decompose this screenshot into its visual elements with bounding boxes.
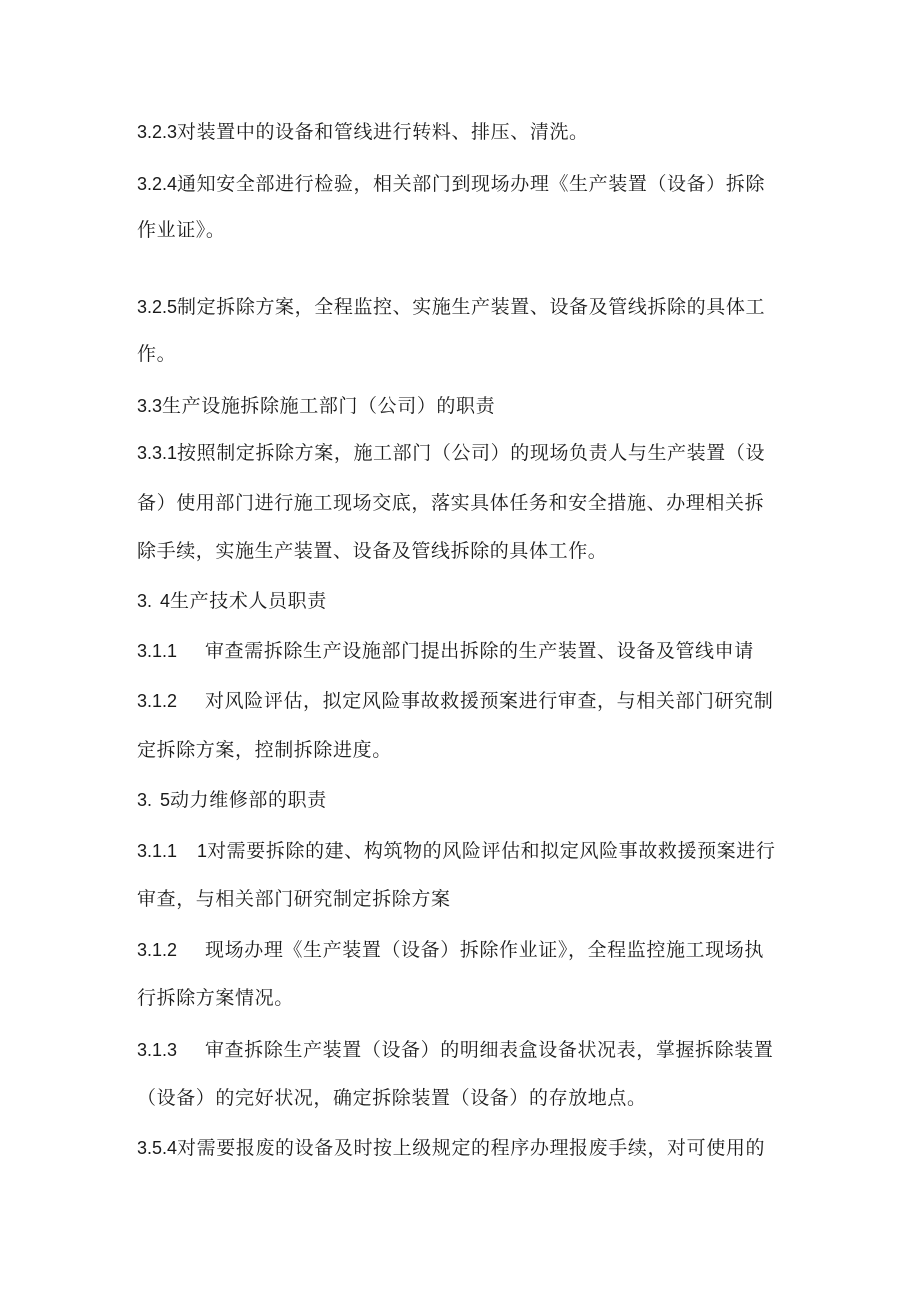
clause-number: 3.1.2 (137, 691, 178, 711)
clause-text: 审查拆除生产装置（设备）的明细表盒设备状况表，掌握拆除装置 (205, 1039, 774, 1061)
line-3-1-3 (137, 1037, 787, 1063)
line-3-1-2-a-cont (137, 737, 787, 763)
clause-text: 通知安全部进行检验，相关部门到现场办理《生产装置（设备）拆除 (177, 173, 766, 195)
line-3-2-4-cont (137, 217, 787, 243)
clause-text: 作。 (137, 343, 177, 365)
clause-text: 作业证》。 (137, 219, 226, 241)
clause-text: 生产技术人员职责 (170, 590, 327, 612)
line-3-1-3-cont (137, 1085, 787, 1111)
clause-text: （设备）的完好状况，确定拆除装置（设备）的存放地点。 (137, 1087, 647, 1109)
clause-text: 行拆除方案情况。 (137, 987, 294, 1009)
clause-text: 除手续，实施生产装置、设备及管线拆除的具体工作。 (137, 540, 608, 562)
line-3-1-2-b-cont (137, 985, 787, 1011)
clause-text: 动力维修部的职责 (170, 789, 327, 811)
clause-text: 备）使用部门进行施工现场交底，落实具体任务和安全措施、办理相关拆 (137, 492, 765, 514)
line-3-2-4 (137, 171, 787, 197)
clause-number: 3. (137, 591, 153, 611)
clause-subnumber: 4 (160, 591, 171, 611)
clause-text: 对需要报废的设备及时按上级规定的程序办理报废手续，对可使用的 (177, 1137, 766, 1159)
clause-text: 对装置中的设备和管线进行转料、排压、清洗。 (177, 121, 589, 143)
clause-text: 对风险评估，拟定风险事故救援预案进行审查，与相关部门研究制 (205, 690, 774, 712)
line-3-2-3 (137, 119, 787, 145)
clause-text: 按照制定拆除方案，施工部门（公司）的现场负责人与生产装置（设 (177, 442, 766, 464)
line-3-2-5 (137, 294, 787, 320)
clause-number: 3.2.5 (137, 297, 178, 317)
line-3-3-1-cont-1 (137, 490, 787, 516)
clause-number: 3.1.3 (137, 1040, 178, 1060)
line-3-3-1 (137, 440, 787, 466)
line-3-1-1-b (137, 838, 787, 864)
clause-number: 3.3.1 (137, 443, 178, 463)
clause-text: 定拆除方案，控制拆除进度。 (137, 739, 392, 761)
clause-text: 制定拆除方案，全程监控、实施生产装置、设备及管线拆除的具体工 (177, 296, 766, 318)
clause-subnumber: 1 (197, 841, 208, 861)
line-3-3-heading (137, 393, 787, 419)
clause-number: 3.2.3 (137, 122, 178, 142)
line-3-5-heading (137, 787, 787, 813)
line-3-1-1-a (137, 638, 787, 664)
clause-number: 3.3 (137, 396, 163, 416)
clause-number: 3.1.1 (137, 841, 178, 861)
clause-number: 3.1.1 (137, 641, 178, 661)
clause-text: 现场办理《生产装置（设备）拆除作业证》，全程监控施工现场执 (205, 939, 764, 961)
clause-text: 审查需拆除生产设施部门提出拆除的生产装置、设备及管线申请 (205, 640, 754, 662)
clause-text: 生产设施拆除施工部门（公司）的职责 (162, 395, 496, 417)
clause-number: 3.5.4 (137, 1138, 178, 1158)
line-3-4-heading (137, 588, 787, 614)
line-3-3-1-cont-2 (137, 538, 787, 564)
line-3-1-1-b-cont (137, 886, 787, 912)
line-3-1-2-a (137, 688, 787, 714)
clause-number: 3.1.2 (137, 940, 178, 960)
line-3-1-2-b (137, 937, 787, 963)
clause-subnumber: 5 (160, 790, 171, 810)
line-3-5-4 (137, 1135, 787, 1161)
clause-number: 3. (137, 790, 153, 810)
line-3-2-5-cont (137, 341, 787, 367)
clause-text: 审查，与相关部门研究制定拆除方案 (137, 888, 451, 910)
clause-number: 3.2.4 (137, 174, 178, 194)
clause-text: 对需要拆除的建、构筑物的风险评估和拟定风险事故救援预案进行 (207, 840, 776, 862)
